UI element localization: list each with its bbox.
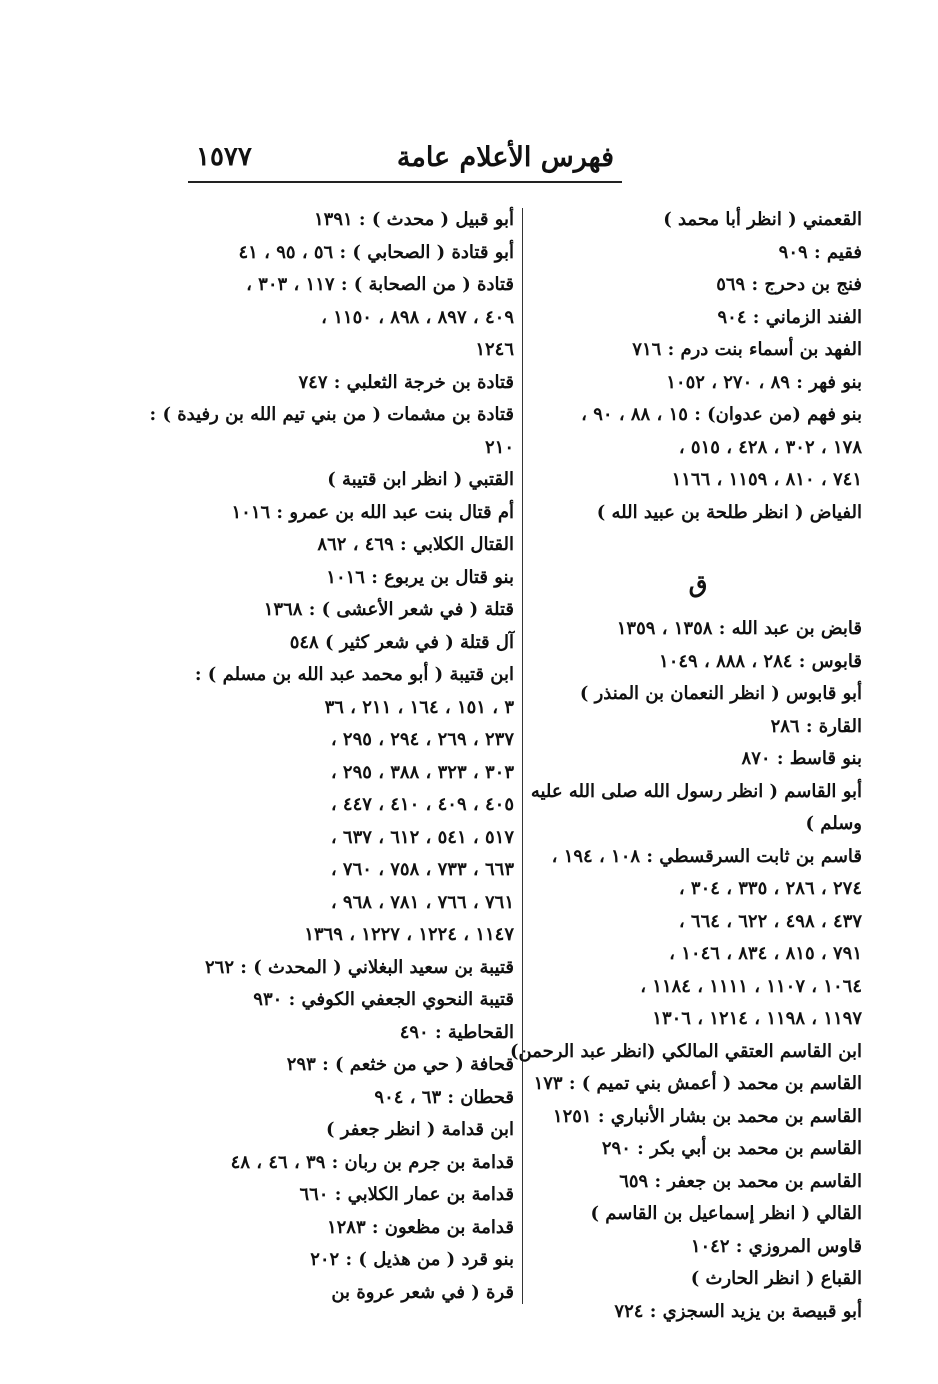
index-entry: قاسم بن ثابت السرقسطي : ١٠٨ ، ١٩٤ ، [551, 845, 862, 867]
index-entry: ٥١٧ ، ٥٤١ ، ٦١٢ ، ٦٣٧ ، [330, 826, 514, 848]
index-entry: ٦٦٣ ، ٧٣٣ ، ٧٥٨ ، ٧٦٠ ، [330, 859, 514, 880]
index-entry: ١١٤٧ ، ١٢٢٤ ، ١٢٢٧ ، ١٣٦٩ [304, 924, 514, 945]
index-entry: القارة : ٢٨٦ [770, 715, 862, 737]
index-entry: ١٧٨ ، ٣٠٢ ، ٤٢٨ ، ٥١٥ ، [678, 436, 862, 458]
index-entry: بنو فهم (من عدوان) : ١٥ ، ٨٨ ، ٩٠ ، [581, 404, 862, 425]
index-entry: ابن قتيبة ( أبو محمد عبد الله بن مسلم ) : [194, 664, 514, 685]
index-entry: قرة ( في شعر عروة بن [331, 1281, 514, 1303]
index-entry: القاسم بن محمد بن جعفر : ٦٥٩ [619, 1170, 862, 1192]
index-entry: بنو قتال بن يربوع : ١٠١٦ [326, 566, 514, 588]
index-entry: بنو فهر : ٨٩ ، ٢٧٠ ، ١٠٥٢ [666, 371, 862, 393]
index-entry: ابن قدامة ( انظر جعفر ) [326, 1119, 514, 1140]
index-entry: ٢٧٤ ، ٢٨٦ ، ٣٣٥ ، ٣٠٤ ، [678, 878, 862, 899]
index-entry: القحاطية : ٤٩٠ [399, 1021, 514, 1043]
index-entry: القباع ( انظر الحارث ) [690, 1268, 862, 1289]
index-entry: ٧٦١ ، ٧٦٦ ، ٧٨١ ، ٩٦٨ ، [330, 891, 514, 913]
right-column [510, 204, 862, 1328]
index-entry: فنج بن دحرج : ٥٦٩ [716, 274, 862, 295]
index-entry: قدامة بن عمار الكلابي : ٦٦٠ [299, 1184, 514, 1205]
index-entry: ٧٩١ ، ٨١٥ ، ٨٣٤ ، ١٠٤٦ ، [669, 943, 862, 964]
index-entry: القالي ( انظر إسماعيل بن القاسم ) [590, 1203, 862, 1224]
index-entry: قابض بن عبد الله : ١٣٥٨ ، ١٣٥٩ [616, 618, 862, 639]
running-title: فهرس الأعلام عامة [396, 142, 614, 173]
index-entry: القاسم بن محمد بن بشار الأنباري : ١٢٥١ [552, 1105, 862, 1127]
index-entry: القتال الكلابي : ٤٦٩ ، ٨٦٢ [317, 534, 514, 555]
index-entry: الفياض ( انظر طلحة بن عبيد الله ) [596, 501, 862, 523]
index-entry: قابوس : ٢٨٤ ، ٨٨٨ ، ١٠٤٩ [659, 650, 862, 672]
index-entry: ٤٠٥ ، ٤٠٩ ، ٤١٠ ، ٤٤٧ ، [330, 794, 514, 815]
index-entry: أبو قابوس ( انظر النعمان بن المنذر ) [579, 683, 862, 704]
index-entry: فقيم : ٩٠٩ [778, 241, 862, 263]
index-entry: قدامة بن مظعون : ١٢٨٣ [326, 1216, 514, 1238]
index-entry: ٤٣٧ ، ٤٩٨ ، ٦٢٢ ، ٦٦٤ ، [678, 910, 862, 932]
index-entry: ١٢٤٦ [475, 339, 514, 360]
index-entry: ٣٠٣ ، ٣٢٣ ، ٣٨٨ ، ٢٩٥ ، [330, 761, 514, 783]
index-entry: أبو قبيصة بن يزيد السجزي : ٧٢٤ [614, 1300, 862, 1322]
index-entry: آل قتلة ( في شعر كثير ) ٥٤٨ [289, 631, 514, 653]
index-entry: بنو قرد ( من هذيل ) : ٢٠٢ [310, 1249, 514, 1270]
index-entry: قاوس المروزي : ١٠٤٢ [690, 1235, 862, 1257]
index-entry: قتادة ( من الصحابة ) : ١١٧ ، ٣٠٣ ، [246, 274, 514, 295]
index-entry: القعمني ( انظر أبا محمد ) [663, 209, 862, 230]
index-entry: أبو قتادة ( الصحابي ) : ٥٦ ، ٩٥ ، ٤١ [238, 241, 514, 263]
index-entry: قحافة ( حي من خثعم ) : ٢٩٣ [286, 1054, 514, 1075]
index-entry: الفهد بن أسماء بنت درم : ٧١٦ [632, 339, 862, 360]
index-entry: ٢٣٧ ، ٢٦٩ ، ٢٩٤ ، ٢٩٥ ، [330, 729, 514, 750]
index-entry: القاسم بن محمد بن أبي بكر : ٢٩٠ [601, 1138, 862, 1159]
index-entry: أم قتال بنت عبد الله بن عمرو : ١٠١٦ [231, 501, 514, 523]
index-entry: ٤٠٩ ، ٨٩٧ ، ٨٩٨ ، ١١٥٠ ، [321, 306, 514, 328]
index-entry: قتلة ( في شعر الأعشى ) : ١٣٦٨ [263, 599, 514, 620]
header-rule [188, 181, 622, 183]
page-header [190, 140, 622, 178]
index-entry: قتادة بن مشمات ( من بني تيم الله بن رفيدة ) : [149, 404, 514, 425]
column-divider [522, 208, 523, 1304]
page-number: ١٥٧٧ [196, 142, 252, 172]
index-entry: ٧٤١ ، ٨١٠ ، ١١٥٩ ، ١١٦٦ [671, 469, 862, 490]
index-entry: الفند الزماني : ٩٠٤ [717, 306, 862, 328]
index-entry: ١١٩٧ ، ١١٩٨ ، ١٢١٤ ، ١٣٠٦ [652, 1008, 862, 1029]
section-letter: ق [688, 569, 708, 598]
index-entry: ١٠٦٤ ، ١١٠٧ ، ١١١١ ، ١١٨٤ ، [640, 975, 862, 997]
left-column [149, 204, 514, 1309]
index-entry: قتيبة النحوي الجعفي الكوفي : ٩٣٠ [253, 989, 514, 1010]
index-entry: قدامة بن جرم بن ربان : ٣٩ ، ٤٦ ، ٤٨ [230, 1151, 514, 1173]
index-entry: قتيبة بن سعيد البغلاني ( المحدث ) : ٢٦٢ [205, 956, 514, 978]
index-entry: ٢١٠ [484, 436, 514, 458]
index-entry: قحطان : ٦٣ ، ٩٠٤ [374, 1086, 514, 1108]
index-entry: وسلم ) [805, 813, 862, 834]
index-entry: أبو قبيل ( محدث ) : ١٣٩١ [313, 209, 514, 230]
index-entry: أبو القاسم ( انظر رسول الله صلى الله عليه [530, 780, 862, 802]
index-entry: ابن القاسم العتقي المالكي (انظر عبد الرحمن) [510, 1040, 862, 1062]
index-entry: قتادة بن خرجة الثعلبي : ٧٤٧ [298, 371, 514, 393]
spacer [534, 529, 862, 555]
index-entry: القاسم بن محمد ( أعمش بني تميم ) : ١٧٣ [533, 1073, 862, 1094]
index-entry: ٣ ، ١٥١ ، ١٦٤ ، ٢١١ ، ٣٦ [324, 696, 514, 718]
index-entry: بنو قاسط : ٨٧٠ [741, 748, 862, 769]
index-entry: القتبي ( انظر ابن قتيبة ) [327, 469, 514, 490]
